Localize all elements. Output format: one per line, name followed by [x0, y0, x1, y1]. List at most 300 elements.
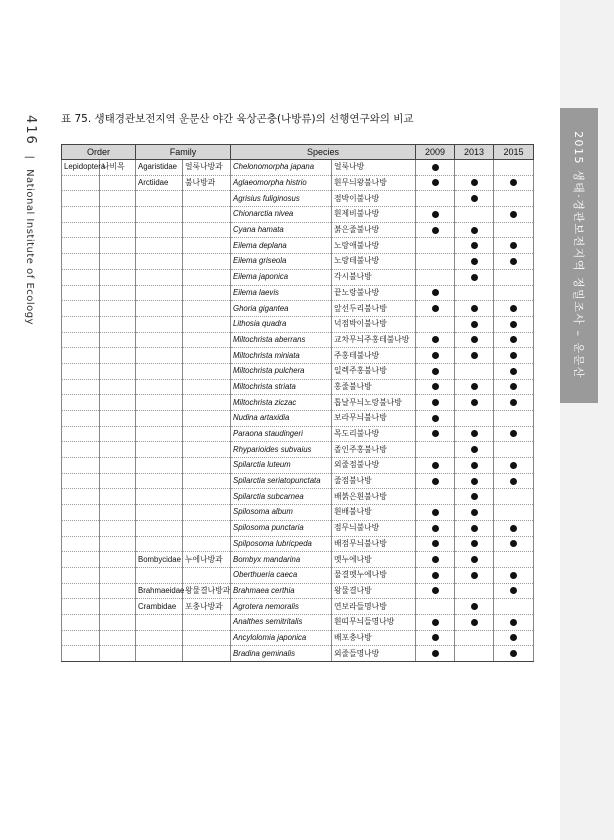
- record-2013-cell: [455, 426, 494, 442]
- record-2009-cell: [416, 160, 455, 176]
- record-2013-cell: [455, 316, 494, 332]
- record-dot-icon: [432, 305, 439, 312]
- record-dot-icon: [432, 478, 439, 485]
- family-ko-cell: [183, 458, 231, 474]
- species-en-cell: Aglaeomorpha histrio: [231, 175, 332, 191]
- record-2015-cell: [494, 599, 534, 615]
- family-ko-cell: [183, 395, 231, 411]
- family-ko-cell: [183, 520, 231, 536]
- species-ko-cell: 점박이불나방: [332, 191, 416, 207]
- record-dot-icon: [471, 227, 478, 234]
- species-ko-cell: 노랑테불나방: [332, 254, 416, 270]
- species-ko-cell: 물결멧누에나방: [332, 567, 416, 583]
- record-2015-cell: [494, 442, 534, 458]
- species-ko-cell: 앞선두리불나방: [332, 301, 416, 317]
- record-dot-icon: [510, 587, 517, 594]
- order-en-cell: [62, 207, 100, 223]
- record-2015-cell: [494, 191, 534, 207]
- record-dot-icon: [432, 509, 439, 516]
- record-2009-cell: [416, 379, 455, 395]
- record-2009-cell: [416, 269, 455, 285]
- species-ko-cell: 일렉주홍불나방: [332, 363, 416, 379]
- record-2009-cell: [416, 222, 455, 238]
- record-dot-icon: [471, 430, 478, 437]
- species-ko-cell: 연보라들명나방: [332, 599, 416, 615]
- family-ko-cell: [183, 348, 231, 364]
- record-dot-icon: [471, 352, 478, 359]
- record-2015-cell: [494, 316, 534, 332]
- order-ko-cell: [100, 505, 136, 521]
- record-dot-icon: [471, 383, 478, 390]
- record-2015-cell: [494, 395, 534, 411]
- header-species: Species: [231, 145, 416, 160]
- record-2015-cell: [494, 473, 534, 489]
- order-ko-cell: [100, 395, 136, 411]
- species-ko-cell: 점무늬불나방: [332, 520, 416, 536]
- record-2013-cell: [455, 254, 494, 270]
- species-ko-cell: 끝노랑불나방: [332, 285, 416, 301]
- record-2013-cell: [455, 646, 494, 662]
- table-row: [62, 426, 534, 442]
- order-en-cell: [62, 426, 100, 442]
- table-row: [62, 285, 534, 301]
- record-2013-cell: [455, 222, 494, 238]
- species-en-cell: Miltochrista striata: [231, 379, 332, 395]
- species-ko-cell: 흰띠무늬들명나방: [332, 614, 416, 630]
- record-2013-cell: [455, 630, 494, 646]
- page-number: 416: [23, 115, 38, 146]
- record-dot-icon: [510, 352, 517, 359]
- record-dot-icon: [432, 211, 439, 218]
- species-en-cell: Ancylolomia japonica: [231, 630, 332, 646]
- record-dot-icon: [471, 603, 478, 610]
- species-en-cell: Miltochrista pulchera: [231, 363, 332, 379]
- family-ko-cell: [183, 254, 231, 270]
- table-row: [62, 379, 534, 395]
- record-dot-icon: [471, 258, 478, 265]
- species-en-cell: Miltochrista ziczac: [231, 395, 332, 411]
- order-en-cell: [62, 332, 100, 348]
- order-ko-cell: [100, 379, 136, 395]
- record-dot-icon: [432, 289, 439, 296]
- species-en-cell: Chionarctia nivea: [231, 207, 332, 223]
- record-2015-cell: [494, 489, 534, 505]
- order-en-cell: [62, 473, 100, 489]
- order-en-cell: [62, 269, 100, 285]
- order-en-cell: [62, 630, 100, 646]
- record-2015-cell: [494, 567, 534, 583]
- family-en-cell: [136, 458, 183, 474]
- order-ko-cell: [100, 222, 136, 238]
- species-ko-cell: 외줄들명나방: [332, 646, 416, 662]
- order-en-cell: [62, 175, 100, 191]
- table-row: [62, 599, 534, 615]
- order-en-cell: [62, 222, 100, 238]
- record-2009-cell: [416, 536, 455, 552]
- record-2009-cell: [416, 363, 455, 379]
- record-2009-cell: [416, 646, 455, 662]
- species-ko-cell: 배붉은흰불나방: [332, 489, 416, 505]
- record-2013-cell: [455, 238, 494, 254]
- record-2013-cell: [455, 175, 494, 191]
- header-separator: |: [24, 155, 35, 160]
- family-ko-cell: [183, 379, 231, 395]
- record-dot-icon: [510, 478, 517, 485]
- record-2013-cell: [455, 348, 494, 364]
- record-dot-icon: [432, 336, 439, 343]
- table-row: [62, 191, 534, 207]
- species-ko-cell: 왕물결나방: [332, 583, 416, 599]
- record-dot-icon: [510, 650, 517, 657]
- record-dot-icon: [432, 383, 439, 390]
- order-ko-cell: [100, 285, 136, 301]
- species-ko-cell: 주홍테불나방: [332, 348, 416, 364]
- order-ko-cell: [100, 207, 136, 223]
- table-row: [62, 238, 534, 254]
- family-en-cell: [136, 363, 183, 379]
- record-dot-icon: [432, 572, 439, 579]
- family-ko-cell: 포충나방과: [183, 599, 231, 615]
- record-2013-cell: [455, 599, 494, 615]
- record-dot-icon: [432, 634, 439, 641]
- species-en-cell: Bradina geminalis: [231, 646, 332, 662]
- header-order: Order: [62, 145, 136, 160]
- record-2009-cell: [416, 301, 455, 317]
- species-ko-cell: 졸인주홍불나방: [332, 442, 416, 458]
- family-ko-cell: [183, 426, 231, 442]
- family-en-cell: [136, 411, 183, 427]
- table-row: [62, 175, 534, 191]
- record-2009-cell: [416, 614, 455, 630]
- record-dot-icon: [471, 321, 478, 328]
- record-2015-cell: [494, 160, 534, 176]
- family-ko-cell: [183, 473, 231, 489]
- order-ko-cell: [100, 583, 136, 599]
- record-dot-icon: [432, 462, 439, 469]
- record-2013-cell: [455, 536, 494, 552]
- species-ko-cell: 교차무늬주홍테불나방: [332, 332, 416, 348]
- record-dot-icon: [510, 634, 517, 641]
- table-row: [62, 269, 534, 285]
- species-ko-cell: 각시불나방: [332, 269, 416, 285]
- species-ko-cell: 흰제비불나방: [332, 207, 416, 223]
- order-ko-cell: [100, 316, 136, 332]
- header-2015: 2015: [494, 145, 534, 160]
- family-ko-cell: [183, 363, 231, 379]
- record-2013-cell: [455, 552, 494, 568]
- record-2013-cell: [455, 614, 494, 630]
- order-ko-cell: [100, 363, 136, 379]
- record-2015-cell: [494, 552, 534, 568]
- table-body: [62, 160, 534, 662]
- family-ko-cell: [183, 630, 231, 646]
- table-row: [62, 222, 534, 238]
- record-dot-icon: [432, 540, 439, 547]
- family-en-cell: [136, 614, 183, 630]
- record-2015-cell: [494, 426, 534, 442]
- table-row: [62, 630, 534, 646]
- family-en-cell: [136, 395, 183, 411]
- order-ko-cell: [100, 332, 136, 348]
- record-2009-cell: [416, 520, 455, 536]
- family-ko-cell: [183, 536, 231, 552]
- order-en-cell: [62, 395, 100, 411]
- record-2013-cell: [455, 395, 494, 411]
- species-en-cell: Spilarctia luteum: [231, 458, 332, 474]
- family-ko-cell: 얼룩나방과: [183, 160, 231, 176]
- species-en-cell: Agrotera nemoralis: [231, 599, 332, 615]
- order-en-cell: [62, 348, 100, 364]
- record-dot-icon: [432, 525, 439, 532]
- record-dot-icon: [510, 540, 517, 547]
- order-ko-cell: 나비목: [100, 160, 136, 176]
- order-en-cell: [62, 301, 100, 317]
- table-row: [62, 395, 534, 411]
- record-2013-cell: [455, 191, 494, 207]
- family-en-cell: Bombycidae: [136, 552, 183, 568]
- record-2013-cell: [455, 505, 494, 521]
- record-2009-cell: [416, 316, 455, 332]
- record-2009-cell: [416, 254, 455, 270]
- species-en-cell: Agrisius fuliginosus: [231, 191, 332, 207]
- record-2013-cell: [455, 411, 494, 427]
- record-dot-icon: [510, 242, 517, 249]
- species-en-cell: Spilarctia seriatopunctata: [231, 473, 332, 489]
- order-en-cell: [62, 316, 100, 332]
- record-2009-cell: [416, 285, 455, 301]
- species-en-cell: Spilosoma punctaria: [231, 520, 332, 536]
- order-en-cell: [62, 363, 100, 379]
- family-en-cell: [136, 630, 183, 646]
- record-2009-cell: [416, 505, 455, 521]
- record-2015-cell: [494, 301, 534, 317]
- record-2013-cell: [455, 160, 494, 176]
- record-2009-cell: [416, 599, 455, 615]
- species-en-cell: Eilema griseola: [231, 254, 332, 270]
- record-dot-icon: [471, 179, 478, 186]
- species-en-cell: Brahmaea certhia: [231, 583, 332, 599]
- order-ko-cell: [100, 567, 136, 583]
- record-2009-cell: [416, 458, 455, 474]
- family-en-cell: Crambidae: [136, 599, 183, 615]
- species-ko-cell: 목도리불나방: [332, 426, 416, 442]
- order-ko-cell: [100, 269, 136, 285]
- species-en-cell: Cyana hamata: [231, 222, 332, 238]
- species-en-cell: Eilema deplana: [231, 238, 332, 254]
- family-ko-cell: [183, 505, 231, 521]
- species-ko-cell: 외줄점불나방: [332, 458, 416, 474]
- species-ko-cell: 멧누에나방: [332, 552, 416, 568]
- family-ko-cell: [183, 614, 231, 630]
- order-ko-cell: [100, 646, 136, 662]
- record-2015-cell: [494, 348, 534, 364]
- record-dot-icon: [432, 430, 439, 437]
- order-en-cell: [62, 442, 100, 458]
- order-ko-cell: [100, 614, 136, 630]
- record-dot-icon: [510, 368, 517, 375]
- table-row: [62, 316, 534, 332]
- record-2013-cell: [455, 269, 494, 285]
- table-title: 표 75. 생태경관보전지역 운문산 야간 육상곤충(나방류)의 선행연구와의 비교: [61, 113, 414, 125]
- record-2009-cell: [416, 473, 455, 489]
- record-2015-cell: [494, 505, 534, 521]
- order-en-cell: [62, 536, 100, 552]
- family-en-cell: [136, 285, 183, 301]
- record-2015-cell: [494, 238, 534, 254]
- family-ko-cell: [183, 332, 231, 348]
- order-en-cell: [62, 520, 100, 536]
- record-2015-cell: [494, 285, 534, 301]
- record-2009-cell: [416, 207, 455, 223]
- family-ko-cell: 왕물결나방과: [183, 583, 231, 599]
- record-dot-icon: [510, 321, 517, 328]
- table-row: [62, 301, 534, 317]
- record-2013-cell: [455, 520, 494, 536]
- record-dot-icon: [432, 619, 439, 626]
- order-ko-cell: [100, 473, 136, 489]
- table-row: [62, 505, 534, 521]
- family-ko-cell: [183, 489, 231, 505]
- record-2015-cell: [494, 175, 534, 191]
- record-2015-cell: [494, 379, 534, 395]
- table-row: [62, 332, 534, 348]
- order-ko-cell: [100, 489, 136, 505]
- species-en-cell: Ghoria gigantea: [231, 301, 332, 317]
- family-en-cell: [136, 222, 183, 238]
- table-row: [62, 473, 534, 489]
- family-en-cell: [136, 536, 183, 552]
- record-dot-icon: [432, 415, 439, 422]
- table-header-row: [62, 145, 534, 160]
- order-ko-cell: [100, 442, 136, 458]
- species-en-cell: Nudina artaxidia: [231, 411, 332, 427]
- record-dot-icon: [510, 211, 517, 218]
- record-2015-cell: [494, 363, 534, 379]
- order-ko-cell: [100, 458, 136, 474]
- record-2015-cell: [494, 614, 534, 630]
- record-2009-cell: [416, 191, 455, 207]
- record-dot-icon: [471, 195, 478, 202]
- record-dot-icon: [471, 540, 478, 547]
- order-en-cell: [62, 458, 100, 474]
- species-en-cell: Rhyparioides subvaius: [231, 442, 332, 458]
- family-ko-cell: [183, 301, 231, 317]
- family-en-cell: [136, 426, 183, 442]
- order-en-cell: Lepidoptera: [62, 160, 100, 176]
- record-dot-icon: [510, 258, 517, 265]
- family-ko-cell: [183, 191, 231, 207]
- record-2015-cell: [494, 458, 534, 474]
- table-row: [62, 442, 534, 458]
- record-dot-icon: [510, 336, 517, 343]
- record-dot-icon: [510, 179, 517, 186]
- family-en-cell: [136, 520, 183, 536]
- header-family: Family: [136, 145, 231, 160]
- record-dot-icon: [432, 587, 439, 594]
- order-ko-cell: [100, 520, 136, 536]
- record-2009-cell: [416, 552, 455, 568]
- order-en-cell: [62, 254, 100, 270]
- record-dot-icon: [432, 399, 439, 406]
- record-2015-cell: [494, 332, 534, 348]
- record-2009-cell: [416, 583, 455, 599]
- family-en-cell: [136, 473, 183, 489]
- family-ko-cell: 불나방과: [183, 175, 231, 191]
- species-en-cell: Paraona staudingeri: [231, 426, 332, 442]
- record-dot-icon: [510, 462, 517, 469]
- table-row: [62, 536, 534, 552]
- record-2015-cell: [494, 411, 534, 427]
- order-en-cell: [62, 552, 100, 568]
- species-ko-cell: 톱날무늬노랑불나방: [332, 395, 416, 411]
- order-ko-cell: [100, 426, 136, 442]
- record-2013-cell: [455, 567, 494, 583]
- family-en-cell: [136, 646, 183, 662]
- species-ko-cell: 보라무늬불나방: [332, 411, 416, 427]
- record-2009-cell: [416, 630, 455, 646]
- family-en-cell: Brahmaeidae: [136, 583, 183, 599]
- record-dot-icon: [510, 383, 517, 390]
- table-row: [62, 254, 534, 270]
- table-row: [62, 489, 534, 505]
- record-dot-icon: [471, 509, 478, 516]
- record-2015-cell: [494, 269, 534, 285]
- family-en-cell: [136, 269, 183, 285]
- species-ko-cell: 흰무늬왕불나방: [332, 175, 416, 191]
- record-2013-cell: [455, 363, 494, 379]
- record-2013-cell: [455, 379, 494, 395]
- record-dot-icon: [471, 336, 478, 343]
- order-en-cell: [62, 238, 100, 254]
- family-ko-cell: [183, 222, 231, 238]
- order-en-cell: [62, 599, 100, 615]
- record-dot-icon: [471, 274, 478, 281]
- table-row: [62, 520, 534, 536]
- record-2013-cell: [455, 473, 494, 489]
- order-ko-cell: [100, 348, 136, 364]
- order-ko-cell: [100, 175, 136, 191]
- header-2009: 2009: [416, 145, 455, 160]
- order-ko-cell: [100, 254, 136, 270]
- record-2009-cell: [416, 426, 455, 442]
- order-en-cell: [62, 646, 100, 662]
- family-en-cell: [136, 567, 183, 583]
- record-dot-icon: [510, 619, 517, 626]
- species-ko-cell: 붉은줄불나방: [332, 222, 416, 238]
- record-2015-cell: [494, 630, 534, 646]
- family-en-cell: [136, 254, 183, 270]
- table-row: [62, 363, 534, 379]
- record-2013-cell: [455, 442, 494, 458]
- species-en-cell: Analthes semitritalis: [231, 614, 332, 630]
- species-ko-cell: 얼룩나방: [332, 160, 416, 176]
- order-en-cell: [62, 411, 100, 427]
- record-dot-icon: [432, 368, 439, 375]
- record-dot-icon: [471, 305, 478, 312]
- record-dot-icon: [471, 619, 478, 626]
- record-dot-icon: [432, 352, 439, 359]
- running-header: [23, 115, 38, 325]
- record-2015-cell: [494, 583, 534, 599]
- family-en-cell: [136, 332, 183, 348]
- table-row: [62, 458, 534, 474]
- record-2009-cell: [416, 489, 455, 505]
- order-ko-cell: [100, 630, 136, 646]
- family-en-cell: [136, 301, 183, 317]
- family-ko-cell: [183, 316, 231, 332]
- header-2013: 2013: [455, 145, 494, 160]
- species-en-cell: Chelonomorpha japana: [231, 160, 332, 176]
